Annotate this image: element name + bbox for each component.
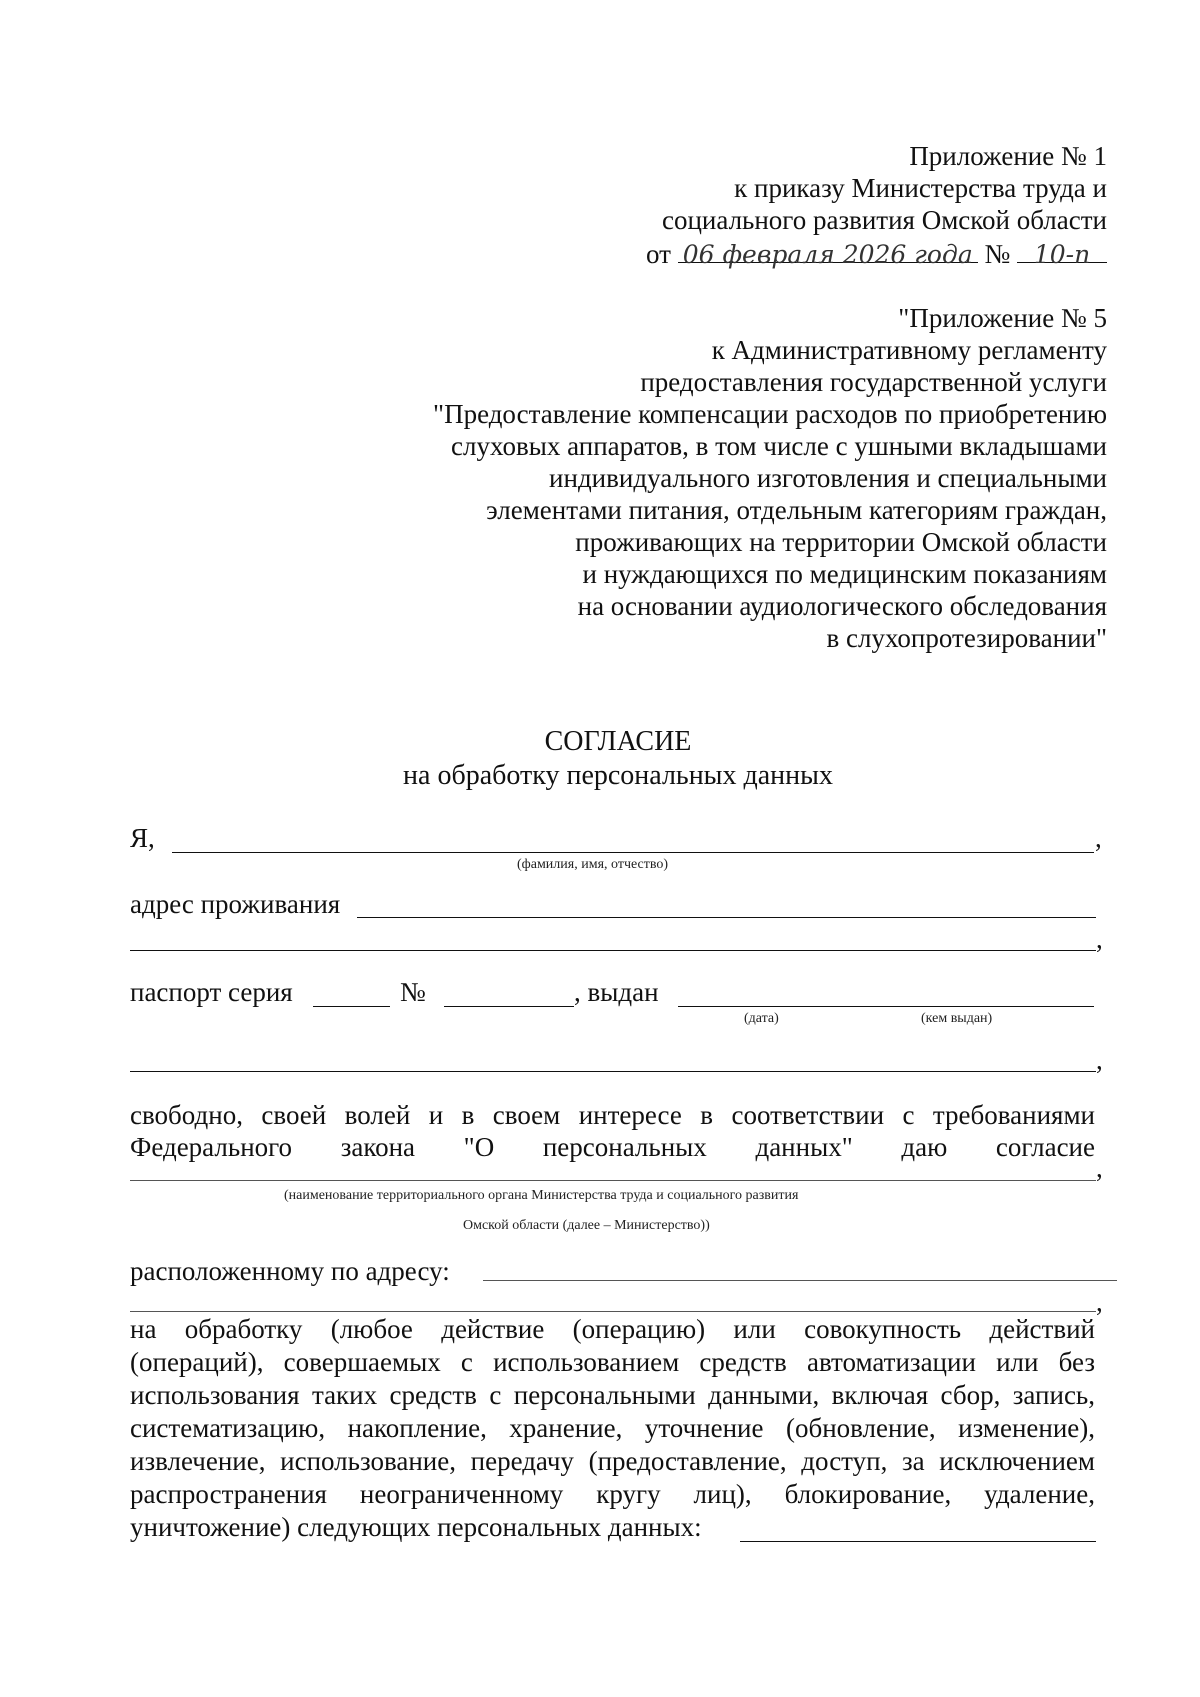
document-title: СОГЛАСИЕ	[544, 726, 692, 757]
passport-number-label: №	[400, 977, 426, 1007]
consent-line-2: Федерального закона "О персональных данных" даю согласие	[130, 1132, 1095, 1162]
address-input-line-2[interactable]	[130, 950, 1096, 951]
header2-line: индивидуального изготовления и специальными	[549, 463, 1107, 493]
header2-line: "Приложение № 5	[898, 303, 1107, 333]
fio-row	[130, 822, 1095, 855]
passport-series-input[interactable]	[313, 1006, 390, 1007]
passport-issued-input-2[interactable]	[130, 1071, 1096, 1072]
fio-input-line[interactable]	[172, 852, 1094, 853]
appendix-5-header	[433, 302, 1107, 654]
processing-line: на обработку (любое действие (операцию) или совокупность действий	[130, 1314, 1095, 1344]
located-comma: ,	[1096, 1287, 1103, 1317]
passport-issued-label: , выдан	[574, 977, 659, 1007]
located-label: расположенному по адресу:	[130, 1256, 450, 1286]
header2-line: предоставления государственной услуги	[640, 367, 1107, 397]
header2-line: на основании аудиологического обследования	[577, 591, 1107, 621]
header2-line: слуховых аппаратов, в том числе с ушными вкладышами	[451, 431, 1107, 461]
appendix-1-title: Приложение № 1	[909, 141, 1107, 171]
order-number-handwritten: 10-п	[1033, 240, 1091, 269]
consent-line-1: свободно, своей волей и в своем интересе в соответствии с требованиями	[130, 1100, 1095, 1130]
fio-caption: (фамилия, имя, отчество)	[517, 857, 669, 872]
passport-series-label: паспорт серия	[130, 977, 293, 1007]
personal-data-input-line[interactable]	[740, 1541, 1096, 1542]
processing-line: использования таких средств с персональными данными, включая сбор, запись,	[130, 1380, 1095, 1410]
issuer-caption: (кем выдан)	[921, 1011, 993, 1026]
i-label: Я,	[130, 823, 155, 853]
address-label: адрес проживания	[130, 889, 341, 919]
processing-last-line: уничтожение) следующих персональных данных:	[130, 1512, 702, 1542]
order-reference: к приказу Министерства труда и	[734, 173, 1107, 203]
date-caption: (дата)	[744, 1011, 779, 1026]
order-date-field	[678, 238, 978, 269]
header2-line: элементами питания, отдельным категориям граждан,	[486, 495, 1107, 525]
passport-number-input[interactable]	[444, 1006, 574, 1007]
header2-line: и нуждающихся по медицинским показаниям	[582, 559, 1107, 589]
address-input-line[interactable]	[357, 917, 1096, 918]
org-caption-2: Омской области (далее – Министерство))	[463, 1218, 710, 1233]
org-caption-1: (наименование территориального органа Министерства труда и социального развития	[284, 1188, 799, 1203]
from-label: от	[646, 239, 671, 269]
address-comma: ,	[1096, 924, 1103, 954]
located-input-line[interactable]	[483, 1280, 1117, 1281]
order-number-field	[1017, 238, 1107, 269]
ministry-name: социального развития Омской области	[661, 205, 1107, 235]
header2-line: к Административному регламенту	[711, 335, 1107, 365]
processing-line: извлечение, использование, передачу (предоставление, доступ, за исключением	[130, 1446, 1095, 1476]
header2-line: "Предоставление компенсации расходов по приобретению	[433, 399, 1107, 429]
order-date-number	[646, 238, 1107, 270]
passport-issued-input[interactable]	[678, 1006, 1094, 1007]
header2-line: в слухопротезировании"	[826, 623, 1107, 653]
order-date-handwritten: 06 февраля 2026 года	[682, 240, 973, 269]
passport-comma: ,	[1096, 1045, 1103, 1075]
number-label: №	[984, 239, 1011, 269]
processing-line: распространения неограниченному кругу лиц), блокирование, удаление,	[130, 1479, 1095, 1509]
fio-comma: ,	[1095, 823, 1102, 853]
processing-line: систематизацию, накопление, хранение, уточнение (обновление, изменение),	[130, 1413, 1095, 1443]
appendix-1-header	[646, 140, 1107, 270]
org-input-line[interactable]	[130, 1180, 1096, 1181]
processing-line: (операций), совершаемых с использованием средств автоматизации или без	[130, 1347, 1095, 1377]
located-input-line-2[interactable]	[130, 1311, 1096, 1312]
org-comma: ,	[1096, 1153, 1103, 1183]
header2-line: проживающих на территории Омской области	[575, 527, 1107, 557]
document-subtitle: на обработку персональных данных	[403, 760, 833, 791]
